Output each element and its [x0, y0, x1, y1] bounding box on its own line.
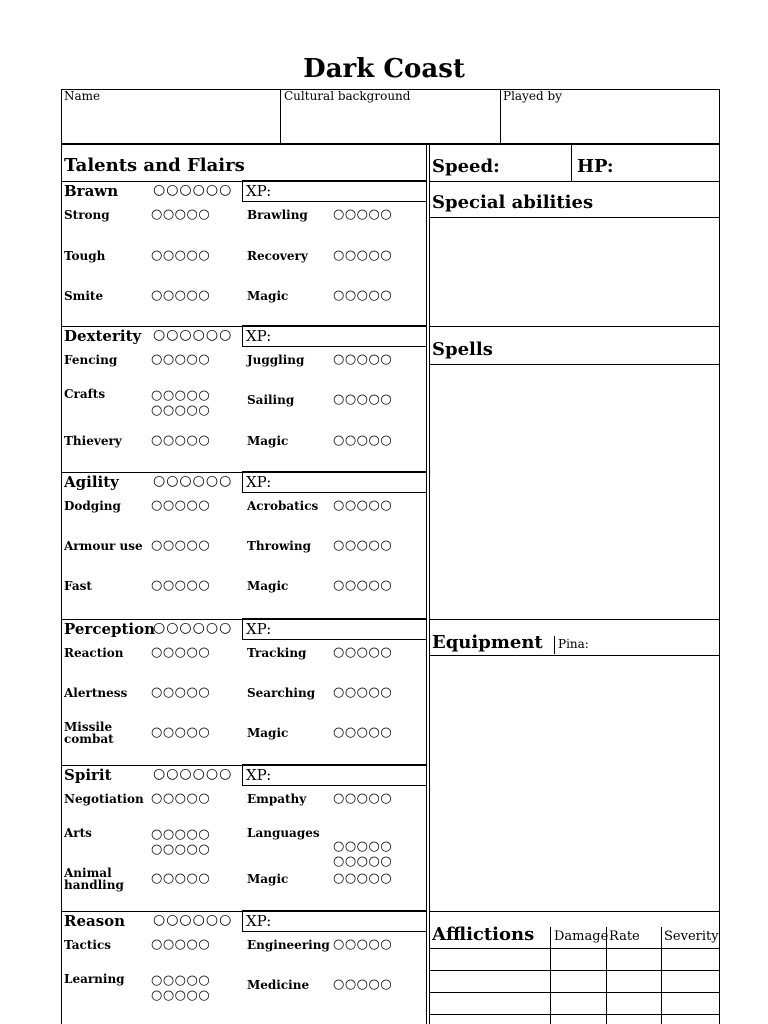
brawn-skill-5-dots[interactable]: ○○○○○	[333, 288, 393, 303]
dexterity-skill-1-label: Juggling	[247, 353, 305, 367]
agility-skill-4-label: Fast	[64, 579, 92, 593]
dexterity-skill-0-dots[interactable]: ○○○○○	[151, 352, 211, 367]
page-title: Dark Coast	[303, 54, 465, 84]
reason-skill-1-dots[interactable]: ○○○○○	[333, 937, 393, 952]
hp-label: HP:	[577, 156, 614, 177]
brawn-xp-label: XP:	[246, 182, 272, 200]
reason-skill-1-label: Engineering	[247, 938, 330, 952]
perception-skill-4-label: Missile combat	[64, 720, 114, 746]
brawn-skill-1-dots[interactable]: ○○○○○	[333, 207, 393, 222]
spirit-skill-5-dots[interactable]: ○○○○○	[333, 871, 393, 886]
spirit-skill-3-label: Languages	[247, 826, 320, 840]
dexterity-skill-2-dots-2[interactable]: ○○○○○	[151, 403, 211, 418]
dexterity-skill-3-dots[interactable]: ○○○○○	[333, 392, 393, 407]
dexterity-attribute-dots[interactable]: ○○○○○○	[153, 327, 233, 343]
affliction-row-line	[429, 1014, 720, 1015]
perception-skill-3-label: Searching	[247, 686, 316, 700]
dexterity-skill-5-dots[interactable]: ○○○○○	[333, 433, 393, 448]
played-by-field[interactable]: Played by	[503, 89, 562, 103]
spirit-xp-label: XP:	[246, 766, 272, 784]
spirit-skill-2-dots-2[interactable]: ○○○○○	[151, 842, 211, 857]
perception-skill-1-label: Tracking	[247, 646, 307, 660]
perception-skill-0-label: Reaction	[64, 646, 124, 660]
reason-skill-2-dots-2[interactable]: ○○○○○	[151, 988, 211, 1003]
agility-skill-2-label: Armour use	[64, 539, 143, 553]
cultural-background-field[interactable]: Cultural background	[284, 89, 411, 103]
spirit-attribute-dots[interactable]: ○○○○○○	[153, 766, 233, 782]
agility-skill-5-dots[interactable]: ○○○○○	[333, 578, 393, 593]
perception-label: Perception	[64, 620, 156, 638]
spirit-skill-5-label: Magic	[247, 872, 289, 886]
spells-header: Spells	[432, 339, 493, 360]
perception-attribute-dots[interactable]: ○○○○○○	[153, 620, 233, 636]
pina-field[interactable]: Pina:	[558, 637, 589, 651]
brawn-attribute-dots[interactable]: ○○○○○○	[153, 182, 233, 198]
dexterity-skill-2-dots[interactable]: ○○○○○	[151, 388, 211, 403]
special-abilities-header: Special abilities	[432, 192, 594, 213]
agility-skill-1-dots[interactable]: ○○○○○	[333, 498, 393, 513]
brawn-skill-2-label: Tough	[64, 249, 106, 263]
equipment-header: Equipment	[432, 632, 543, 653]
perception-xp-label: XP:	[246, 620, 272, 638]
rate-column-header: Rate	[609, 929, 640, 944]
reason-skill-2-dots[interactable]: ○○○○○	[151, 973, 211, 988]
agility-xp-label: XP:	[246, 473, 272, 491]
agility-skill-3-label: Throwing	[247, 539, 311, 553]
reason-skill-0-label: Tactics	[64, 938, 112, 952]
brawn-skill-4-dots[interactable]: ○○○○○	[151, 288, 211, 303]
brawn-skill-5-label: Magic	[247, 289, 289, 303]
dexterity-skill-3-label: Sailing	[247, 393, 295, 407]
spirit-skill-3-dots[interactable]: ○○○○○	[333, 839, 393, 854]
agility-label: Agility	[64, 473, 119, 491]
reason-skill-2-label: Learning	[64, 972, 125, 986]
agility-skill-4-dots[interactable]: ○○○○○	[151, 578, 211, 593]
agility-skill-3-dots[interactable]: ○○○○○	[333, 538, 393, 553]
perception-skill-2-label: Alertness	[64, 686, 128, 700]
severity-column-header: Severity	[664, 929, 719, 944]
brawn-skill-3-dots[interactable]: ○○○○○	[333, 248, 393, 263]
agility-skill-0-label: Dodging	[64, 499, 121, 513]
agility-skill-1-label: Acrobatics	[247, 499, 319, 513]
agility-attribute-dots[interactable]: ○○○○○○	[153, 473, 233, 489]
brawn-skill-0-dots[interactable]: ○○○○○	[151, 207, 211, 222]
reason-label: Reason	[64, 912, 126, 930]
dexterity-skill-1-dots[interactable]: ○○○○○	[333, 352, 393, 367]
perception-skill-4-dots[interactable]: ○○○○○	[151, 725, 211, 740]
damage-column-header: Damage	[554, 929, 609, 944]
spirit-skill-3-dots-2[interactable]: ○○○○○	[333, 854, 393, 869]
reason-skill-3-label: Medicine	[247, 978, 310, 992]
agility-skill-2-dots[interactable]: ○○○○○	[151, 538, 211, 553]
perception-skill-1-dots[interactable]: ○○○○○	[333, 645, 393, 660]
dexterity-skill-2-label: Crafts	[64, 387, 106, 401]
spirit-skill-1-dots[interactable]: ○○○○○	[333, 791, 393, 806]
perception-skill-5-label: Magic	[247, 726, 289, 740]
perception-skill-0-dots[interactable]: ○○○○○	[151, 645, 211, 660]
reason-skill-3-dots[interactable]: ○○○○○	[333, 977, 393, 992]
affliction-row-line	[429, 948, 720, 949]
reason-skill-0-dots[interactable]: ○○○○○	[151, 937, 211, 952]
talents-header: Talents and Flairs	[64, 155, 245, 176]
dexterity-skill-5-label: Magic	[247, 434, 289, 448]
spirit-skill-4-dots[interactable]: ○○○○○	[151, 871, 211, 886]
afflictions-header: Afflictions	[432, 924, 535, 945]
brawn-skill-2-dots[interactable]: ○○○○○	[151, 248, 211, 263]
spirit-skill-4-label: Animal handling	[64, 866, 124, 892]
spirit-skill-0-dots[interactable]: ○○○○○	[151, 791, 211, 806]
spirit-label: Spirit	[64, 766, 112, 784]
affliction-row-line	[429, 992, 720, 993]
spirit-skill-1-label: Empathy	[247, 792, 307, 806]
reason-attribute-dots[interactable]: ○○○○○○	[153, 912, 233, 928]
brawn-skill-1-label: Brawling	[247, 208, 308, 222]
brawn-skill-4-label: Smite	[64, 289, 104, 303]
agility-skill-5-label: Magic	[247, 579, 289, 593]
reason-xp-label: XP:	[246, 912, 272, 930]
dexterity-skill-4-dots[interactable]: ○○○○○	[151, 433, 211, 448]
dexterity-xp-label: XP:	[246, 327, 272, 345]
spirit-skill-2-dots[interactable]: ○○○○○	[151, 827, 211, 842]
perception-skill-3-dots[interactable]: ○○○○○	[333, 685, 393, 700]
spirit-skill-0-label: Negotiation	[64, 792, 144, 806]
speed-label: Speed:	[432, 156, 500, 177]
brawn-skill-0-label: Strong	[64, 208, 110, 222]
perception-skill-2-dots[interactable]: ○○○○○	[151, 685, 211, 700]
perception-skill-5-dots[interactable]: ○○○○○	[333, 725, 393, 740]
dexterity-skill-4-label: Thievery	[64, 434, 122, 448]
spirit-skill-2-label: Arts	[64, 826, 92, 840]
dexterity-skill-0-label: Fencing	[64, 353, 118, 367]
affliction-row-line	[429, 970, 720, 971]
dexterity-label: Dexterity	[64, 327, 142, 345]
brawn-label: Brawn	[64, 182, 119, 200]
agility-skill-0-dots[interactable]: ○○○○○	[151, 498, 211, 513]
name-field[interactable]: Name	[64, 89, 101, 103]
brawn-skill-3-label: Recovery	[247, 249, 308, 263]
